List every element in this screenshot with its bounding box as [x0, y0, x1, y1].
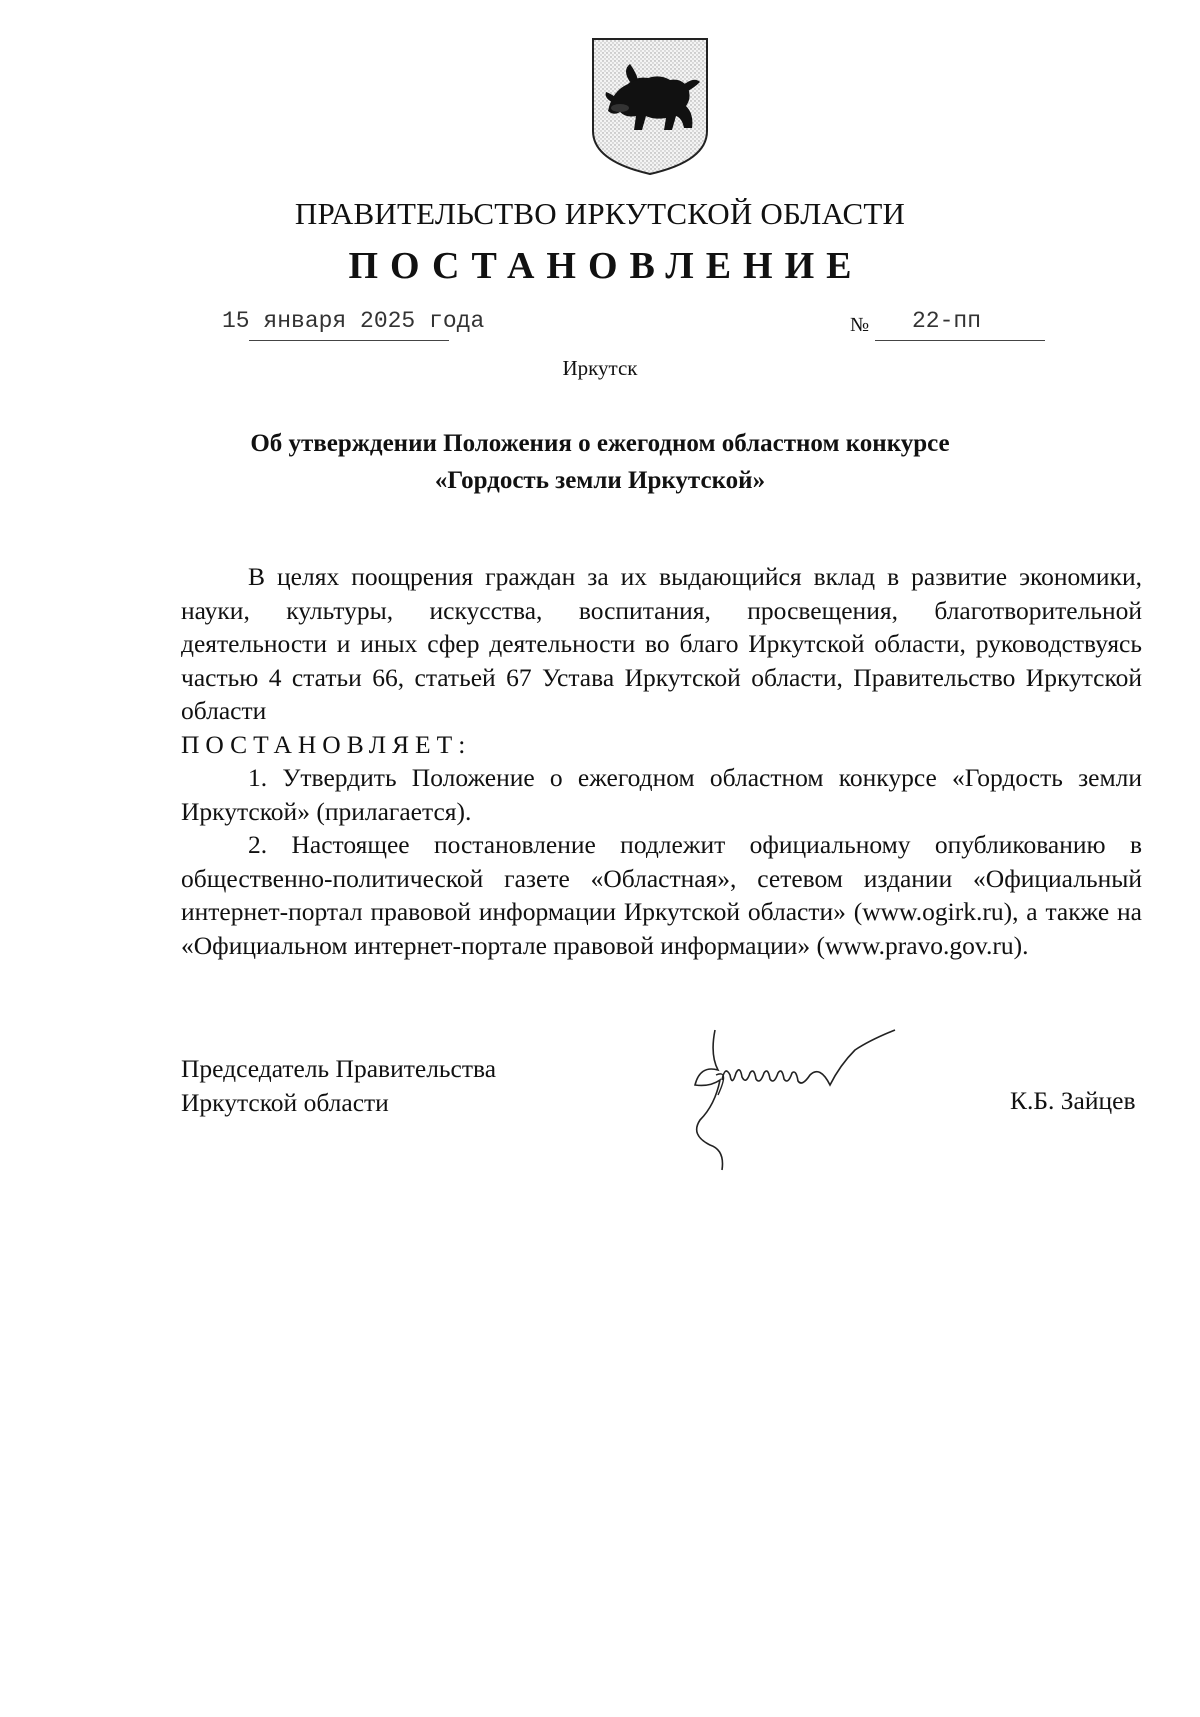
number-underline: [875, 340, 1045, 341]
document-date: 15 января 2025 года: [222, 308, 485, 334]
item-1-paragraph: 1. Утвердить Положение о ежегодном областном конкурсе «Гордость земли Иркутской» (прилагается).: [181, 763, 1142, 826]
position-line-1: Председатель Правительства: [181, 1054, 497, 1083]
irkutsk-coat-of-arms-icon: [590, 36, 710, 176]
date-underline: [249, 340, 449, 341]
position-line-2: Иркутской области: [181, 1088, 389, 1117]
government-name: ПРАВИТЕЛЬСТВО ИРКУТСКОЙ ОБЛАСТИ: [294, 196, 906, 231]
title-line-2: «Гордость земли Иркутской»: [434, 467, 766, 494]
signatory-position: [181, 1052, 496, 1120]
preamble-paragraph: В целях поощрения граждан за их выдающийся вклад в развитие экономики, науки, культуры, искусства, воспитания, просвещения, благотворительной деятельности и иных сфер деятельности во благо Иркутской области, руководствуясь частью 4 статьи 66, статьей 67 Устава Иркутской области, Правительство Иркутской области: [181, 562, 1142, 725]
document-body: [181, 560, 1142, 962]
document-type: ПОСТАНОВЛЕНИЕ: [348, 245, 864, 287]
item-2-paragraph: 2. Настоящее постановление подлежит официальному опубликованию в общественно-политической газете «Областная», сетевом издании «Официальный интернет-портал правовой информации Иркутской области» (www.ogirk.ru), а также на «Официальном интернет-портале правовой информации» (www.pravo.gov.ru).: [181, 830, 1142, 960]
resolves-heading: ПОСТАНОВЛЯЕТ:: [181, 729, 472, 759]
title-line-1: Об утверждении Положения о ежегодном областном конкурсе: [250, 430, 950, 457]
document-number: 22-пп: [912, 308, 982, 334]
signatory-name: К.Б. Зайцев: [1010, 1086, 1136, 1115]
number-sign: №: [850, 314, 870, 336]
document-title: [0, 425, 1200, 499]
city-name: Иркутск: [562, 356, 638, 380]
handwritten-signature-icon: [670, 1025, 920, 1175]
